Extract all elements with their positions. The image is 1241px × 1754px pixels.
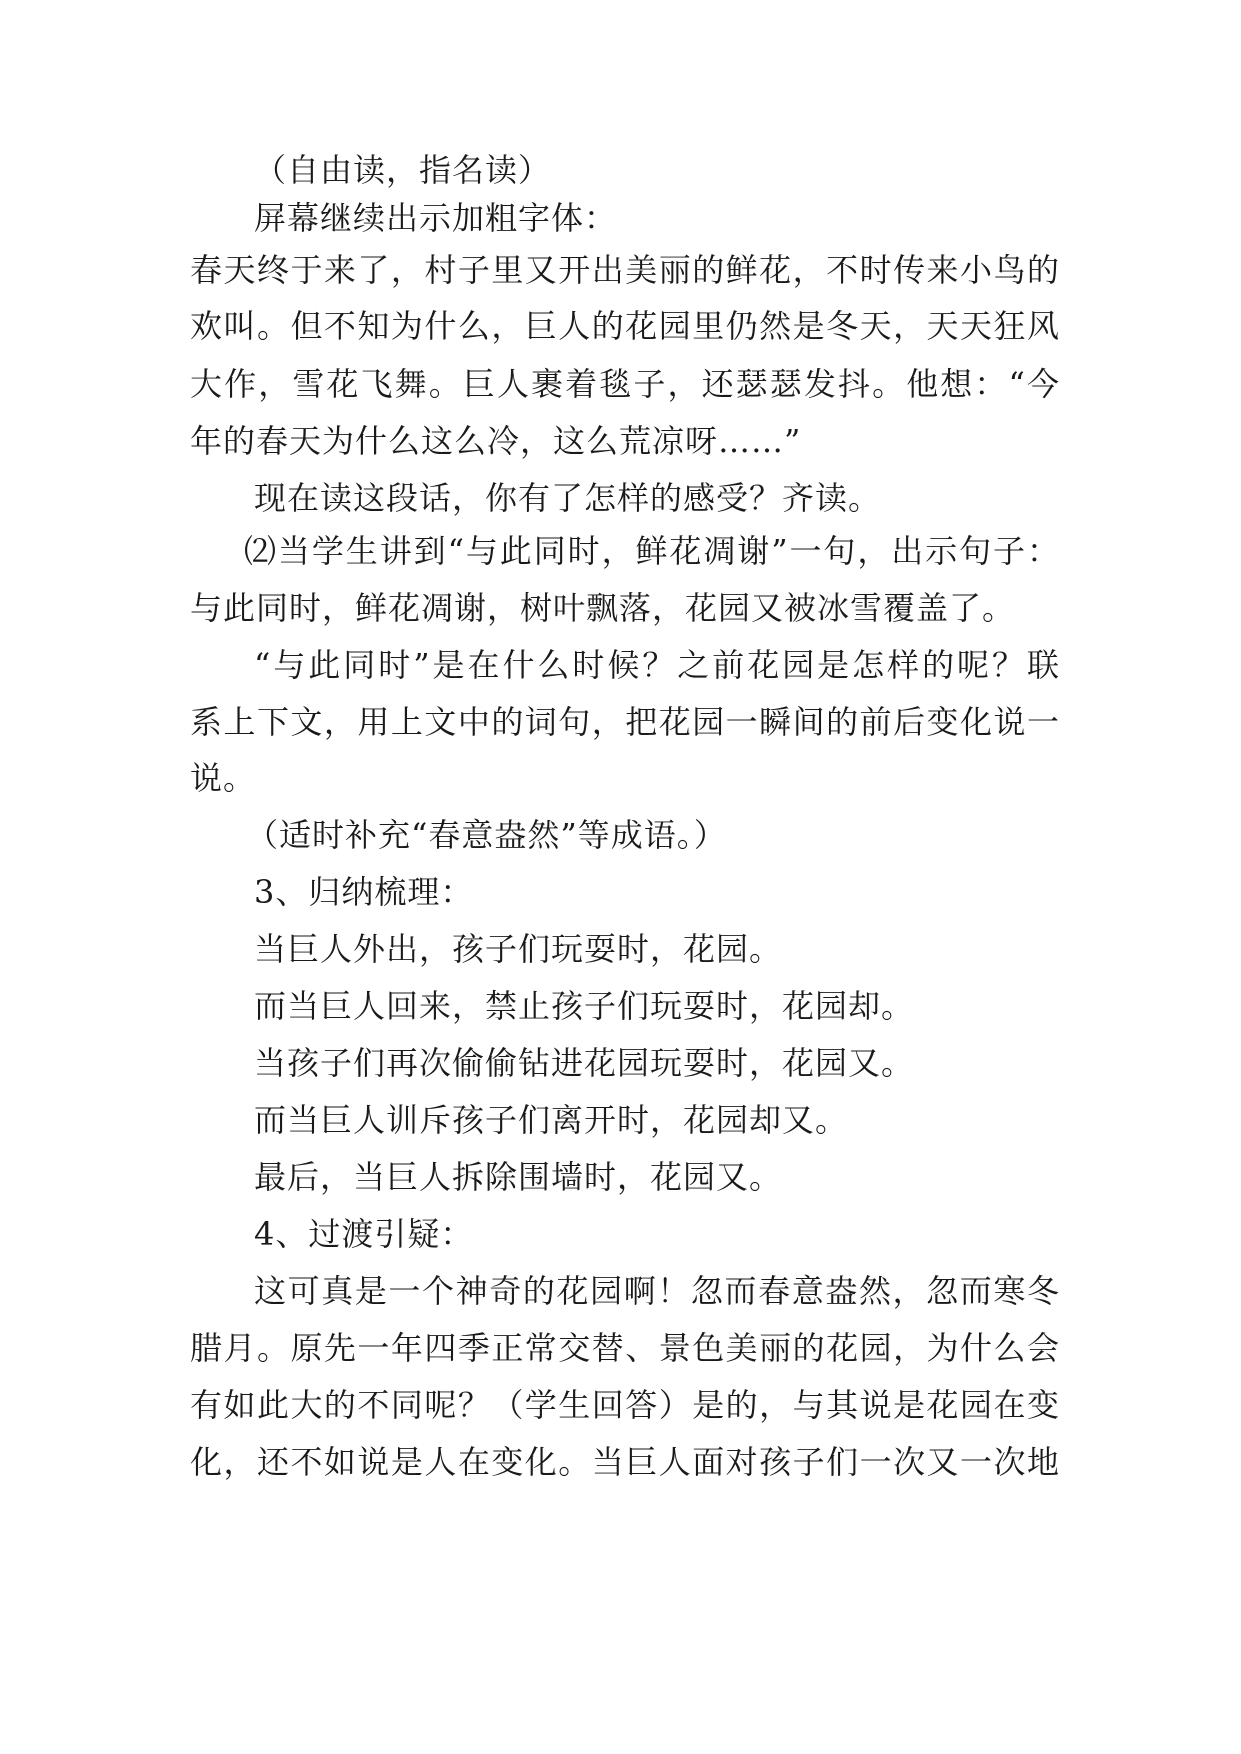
text-line: ⑵当学生讲到“与此同时，鲜花凋谢”一句，出示句子： (244, 532, 1060, 570)
text-line: 说。 (190, 759, 257, 797)
text-line: 大作，雪花飞舞。巨人裹着毯子，还瑟瑟发抖。他想：“今 (190, 365, 1060, 403)
text-line: （适时补充“春意盎然”等成语。） (246, 816, 727, 854)
text-line: 系上下文，用上文中的词句，把花园一瞬间的前后变化说一 (190, 703, 1060, 741)
text-line: （自由读，指名读） (254, 151, 552, 189)
text-line: 年的春天为什么这么冷，这么荒凉呀……” (190, 422, 802, 460)
text-line: 当孩子们再次偷偷钻进花园玩耍时，花园又。 (254, 1044, 915, 1082)
text-line: 当巨人外出，孩子们玩耍时，花园。 (254, 930, 783, 968)
text-line: “与此同时”是在什么时候？之前花园是怎样的呢？联 (254, 646, 1060, 684)
text-line: 欢叫。但不知为什么，巨人的花园里仍然是冬天，天天狂风 (190, 307, 1060, 345)
text-line: 化，还不如说是人在变化。当巨人面对孩子们一次又一次地 (190, 1443, 1060, 1481)
text-line: 3、归纳梳理： (254, 873, 474, 911)
text-line: 春天终于来了，村子里又开出美丽的鲜花，不时传来小鸟的 (190, 251, 1060, 289)
text-line: 而当巨人回来，禁止孩子们玩耍时，花园却。 (254, 987, 915, 1025)
text-line: 4、过渡引疑： (254, 1215, 474, 1253)
text-line: 腊月。原先一年四季正常交替、景色美丽的花园，为什么会 (190, 1329, 1060, 1367)
text-line: 与此同时，鲜花凋谢，树叶飘落，花园又被冰雪覆盖了。 (190, 589, 1016, 627)
text-line: 而当巨人训斥孩子们离开时，花园却又。 (254, 1101, 849, 1139)
text-line: 屏幕继续出示加粗字体： (254, 199, 618, 237)
text-line: 这可真是一个神奇的花园啊！忽而春意盎然，忽而寒冬 (254, 1272, 1060, 1310)
text-line: 有如此大的不同呢？（学生回答）是的，与其说是花园在变 (190, 1386, 1060, 1424)
text-line: 现在读这段话，你有了怎样的感受？齐读。 (254, 479, 882, 517)
text-line: 最后，当巨人拆除围墙时，花园又。 (254, 1158, 783, 1196)
